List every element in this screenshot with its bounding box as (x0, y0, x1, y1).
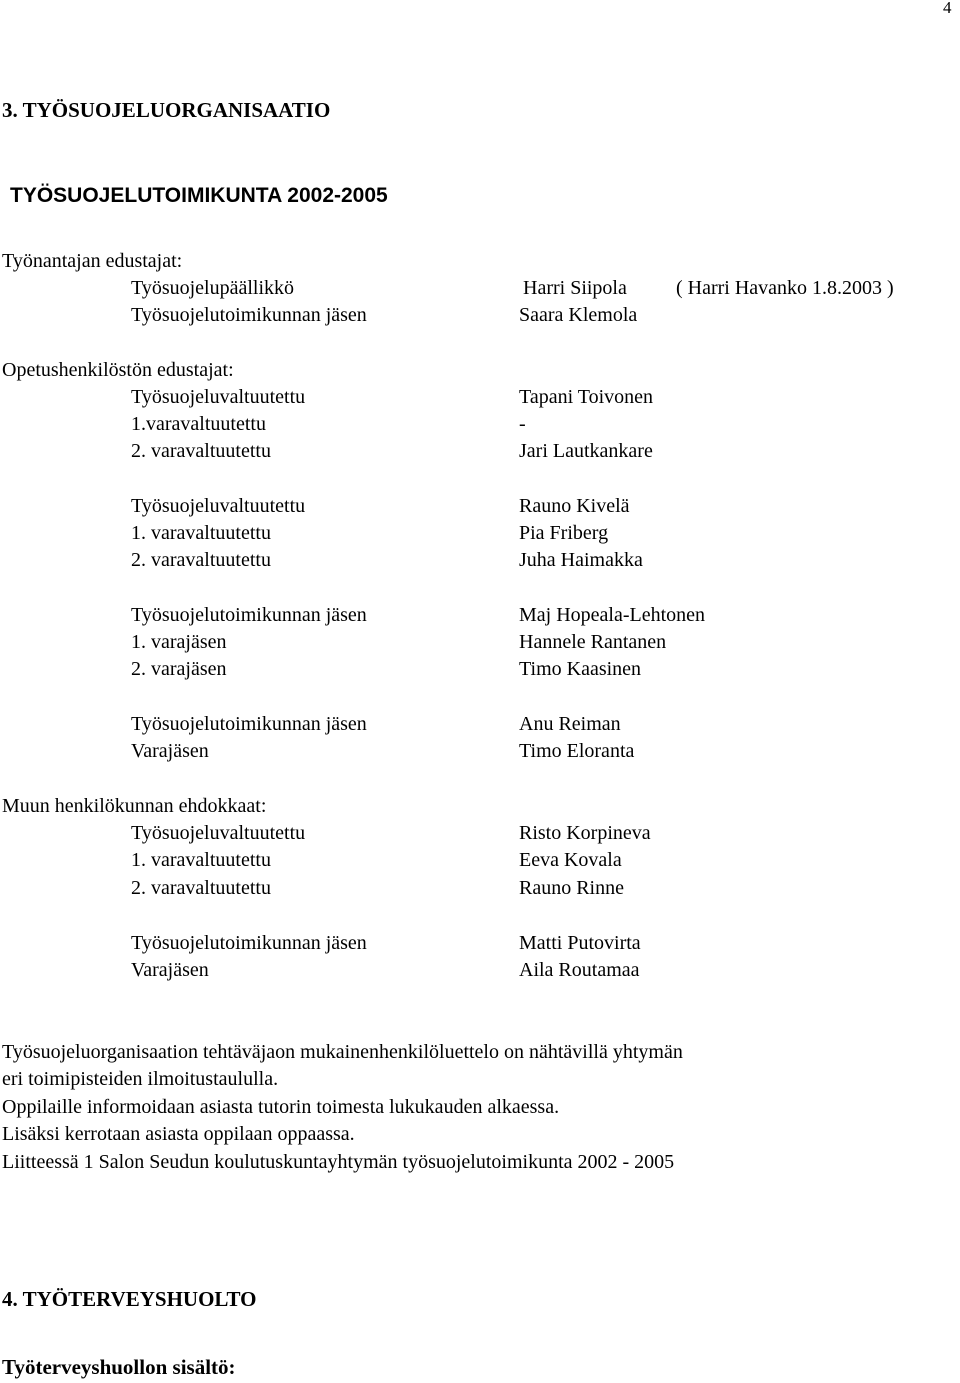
paragraph-line: Työsuojeluorganisaation tehtäväjaon mukainenhenkilöluettelo on nähtävillä yhtymän (2, 1041, 683, 1063)
role-label: Työsuojelutoimikunnan jäsen (131, 932, 367, 954)
person-name: Aila Routamaa (519, 959, 640, 981)
teachers-title: Opetushenkilöstön edustajat: (2, 359, 234, 381)
person-name: Timo Kaasinen (519, 658, 642, 680)
person-name: Anu Reiman (519, 713, 621, 735)
role-label: 2. varavaltuutettu (131, 877, 271, 899)
role-note: ( Harri Havanko 1.8.2003 ) (676, 277, 894, 299)
role-label: Työsuojelutoimikunnan jäsen (131, 604, 367, 626)
section-3-heading: 3. TYÖSUOJELUORGANISAATIO (2, 98, 331, 122)
role-label: 1. varajäsen (131, 631, 227, 653)
person-name: Pia Friberg (519, 522, 609, 544)
role-label: Työsuojeluvaltuutettu (131, 495, 306, 517)
role-label: Työsuojeluvaltuutettu (131, 386, 306, 408)
section-4-heading: 4. TYÖTERVEYSHUOLTO (2, 1287, 257, 1311)
paragraph-line: eri toimipisteiden ilmoitustaululla. (2, 1068, 279, 1090)
role-label: 2. varajäsen (131, 658, 227, 680)
person-name: Eeva Kovala (519, 849, 622, 871)
paragraph-line: Lisäksi kerrotaan asiasta oppilaan oppaassa. (2, 1123, 355, 1145)
role-label: 2. varavaltuutettu (131, 440, 271, 462)
person-name: Maj Hopeala-Lehtonen (519, 604, 706, 626)
role-label: 1.varavaltuutettu (131, 413, 266, 435)
person-name: Rauno Rinne (519, 877, 624, 899)
role-label: Varajäsen (131, 740, 209, 762)
committee-heading: TYÖSUOJELUTOIMIKUNTA 2002-2005 (10, 184, 388, 207)
section-4-subheading: Työterveyshuollon sisältö: (2, 1355, 236, 1379)
person-name: Harri Siipola (523, 277, 627, 299)
person-name: Hannele Rantanen (519, 631, 667, 653)
person-name: Jari Lautkankare (519, 440, 653, 462)
paragraph-line: Oppilaille informoidaan asiasta tutorin toimesta lukukauden alkaessa. (2, 1096, 560, 1118)
role-label: 1. varavaltuutettu (131, 849, 271, 871)
page-number: 4 (943, 0, 952, 17)
person-name: Matti Putovirta (519, 932, 641, 954)
person-name: Rauno Kivelä (519, 495, 630, 517)
employer-title: Työnantajan edustajat: (2, 250, 183, 272)
role-label: Varajäsen (131, 959, 209, 981)
person-name: Tapani Toivonen (519, 386, 654, 408)
role-label: 2. varavaltuutettu (131, 549, 271, 571)
paragraph-line: Liitteessä 1 Salon Seudun koulutuskuntayhtymän työsuojelutoimikunta 2002 - 2005 (2, 1151, 675, 1173)
person-name: - (519, 413, 526, 435)
role-label: Työsuojelutoimikunnan jäsen (131, 713, 367, 735)
person-name: Risto Korpineva (519, 822, 651, 844)
person-name: Juha Haimakka (519, 549, 643, 571)
role-label: 1. varavaltuutettu (131, 522, 271, 544)
person-name: Saara Klemola (519, 304, 638, 326)
role-label: Työsuojelutoimikunnan jäsen (131, 304, 367, 326)
role-label: Työsuojeluvaltuutettu (131, 822, 306, 844)
others-title: Muun henkilökunnan ehdokkaat: (2, 795, 267, 817)
person-name: Timo Eloranta (519, 740, 635, 762)
role-label: Työsuojelupäällikkö (131, 277, 295, 299)
